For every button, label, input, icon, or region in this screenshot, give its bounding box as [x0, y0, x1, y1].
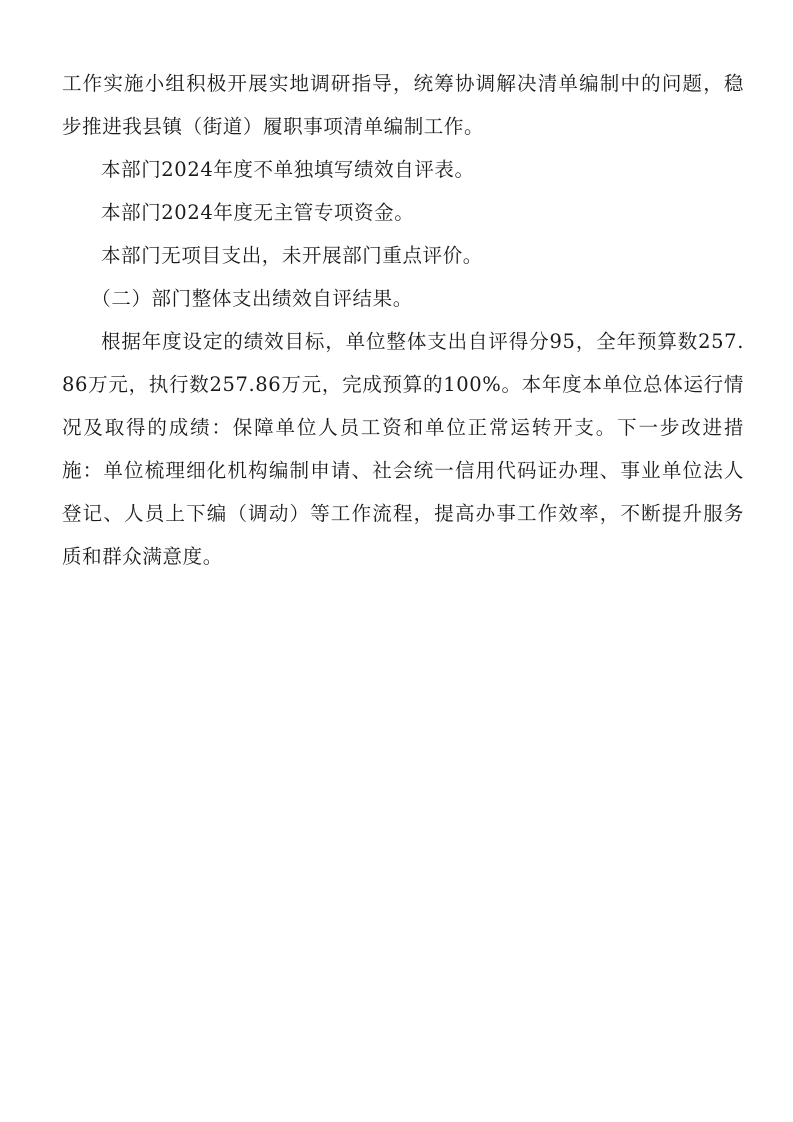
paragraph-no-self-evaluation-form: 本部门2024年度不单独填写绩效自评表。 [101, 158, 475, 181]
document-body [62, 62, 744, 578]
paragraph-no-special-funds: 本部门2024年度无主管专项资金。 [101, 201, 415, 224]
paragraph-continuation: 工作实施小组积极开展实地调研指导，统筹协调解决清单编制中的问题，稳步推进我县镇（街道）履职事项清单编制工作。 [62, 72, 744, 138]
paragraph-overall-results: 根据年度设定的绩效目标，单位整体支出自评得分95，全年预算数257.86万元，执行数257.86万元，完成预算的100%。本年度本单位总体运行情况及取得的成绩：保障单位人员工资和单位正常运转开支。下一步改进措施：单位梳理细化机构编制申请、社会统一信用代码证办理、事业单位法人登记、人员上下编（调动）等工作流程，提高办事工作效率，不断提升服务质和群众满意度。 [62, 330, 744, 568]
paragraph-no-project-expenditure: 本部门无项目支出，未开展部门重点评价。 [101, 244, 483, 267]
section-heading-overall-results: （二）部门整体支出绩效自评结果。 [91, 287, 413, 310]
